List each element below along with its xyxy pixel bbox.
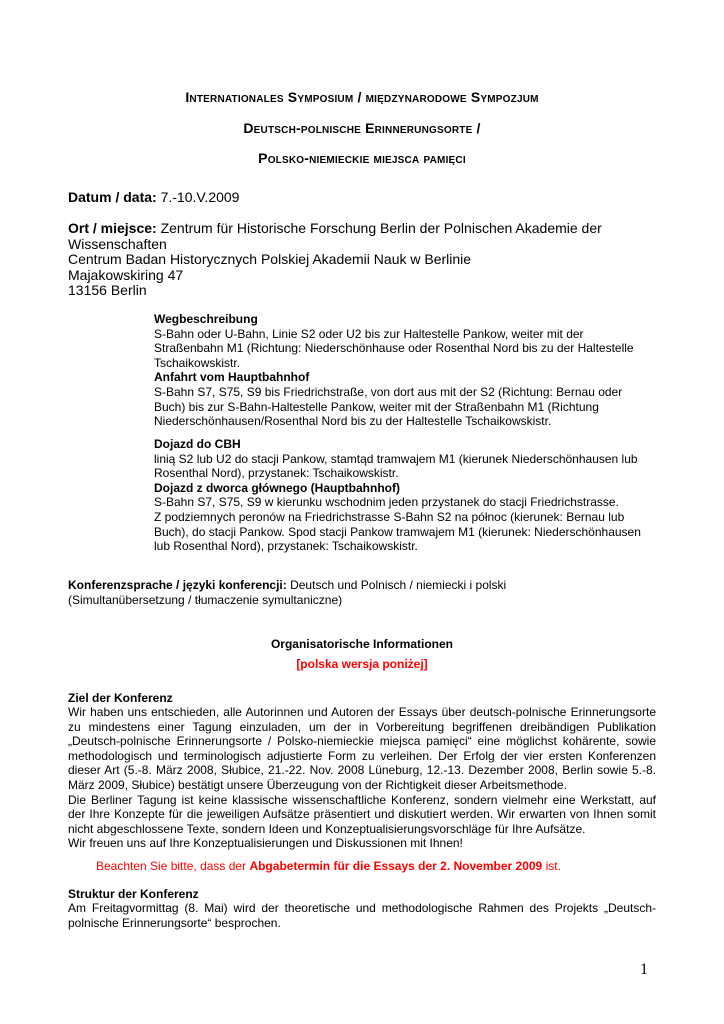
directions-pl xyxy=(154,437,664,554)
anfahrt-heading: Anfahrt vom Hauptbahnhof xyxy=(154,370,310,385)
weg-heading: Wegbeschreibung xyxy=(154,312,258,326)
datum-line xyxy=(68,190,239,206)
weg-line: Tschaikowskistr. xyxy=(154,355,241,370)
deadline-note-pre: Beachten Sie bitte, dass der xyxy=(96,859,250,873)
title-line-1: Internationales Symposium / międzynarodowe Sympozjum xyxy=(185,89,539,105)
ort-line-4: Majakowskiring 47 xyxy=(68,266,184,283)
dojazd-line: Rosenthal Nord), przystanek: Tschaikowskistr. xyxy=(154,466,399,481)
anfahrt-line: S-Bahn S7, S75, S9 bis Friedrichstraße, von dort aus mit der S2 (Richtung: Bernau oder xyxy=(154,384,623,399)
dojazd-line: linią S2 lub U2 do stacji Pankow, stamtąd tramwajem M1 (kierunek Niederschönhausen lub xyxy=(154,451,638,466)
page-number: 1 xyxy=(640,961,648,978)
dworzec-line: Buch), do stacji Pankow. Spod stacji Pankow tramwajem M1 (kierunek: Niederschönhausen xyxy=(154,524,641,539)
directions-de xyxy=(154,312,654,429)
struktur-heading: Struktur der Konferenz xyxy=(68,887,199,901)
weg-line: S-Bahn oder U-Bahn, Linie S2 oder U2 bis zur Haltestelle Pankow, weiter mit der xyxy=(154,326,584,341)
ziel-heading: Ziel der Konferenz xyxy=(68,691,173,705)
datum-value: 7.-10.V.2009 xyxy=(160,189,240,205)
weg-line: Straßenbahn M1 (Richtung: Niederschönhause oder Rosenthal Nord bis zu der Haltestelle xyxy=(154,341,634,356)
ort-line-3: Centrum Badan Historycznych Polskiej Akademii Nauk w Berlinie xyxy=(68,251,472,267)
sprache-label: Konferenzsprache / języki konferencji: xyxy=(68,578,287,592)
title-line-2: Deutsch-polnische Erinnerungsorte / xyxy=(243,120,481,136)
deadline-note xyxy=(96,859,561,874)
ort-label: Ort / miejsce: xyxy=(68,220,157,236)
ort-line-2: Wissenschaften xyxy=(68,235,167,252)
deadline-note-post: ist. xyxy=(542,859,561,873)
title-line-3: Polsko-niemieckie miejsca pamięci xyxy=(258,150,466,166)
ziel-body xyxy=(68,705,656,851)
dojazd-heading: Dojazd do CBH xyxy=(154,437,241,451)
anfahrt-line: Buch) bis zur S-Bahn-Haltestelle Pankow, weiter mit der Straßenbahn M1 (Richtung xyxy=(154,399,599,414)
dworzec-line: S-Bahn S7, S75, S9 w kierunku wschodnim jeden przystanek do stacji Friedrichstrasse. xyxy=(154,495,619,510)
ort-line-5: 13156 Berlin xyxy=(68,282,147,298)
sprache-block xyxy=(68,578,668,607)
ziel-para-1: Wir haben uns entschieden, alle Autorinnen und Autoren der Essays über deutsch-polnische Erinnerungsorte zu mindestens einer Tagung einzuladen, um der in Vorbereitung begriffenen dreibändigen Publikation „Deutsch-polnische Erinnerungsorte / Polsko-niemieckie miejsca pamięci“ eine möglichst kohärente, sowie methodologisch und terminologisch adjustierte Form zu verleihen. Der Erfolg der vier ersten Konferenzen dieser Art (5.-8. März 2008, Słubice, 21.-22. Nov. 2008 Lüneburg, 12.-13. Dezember 2008, Berlin sowie 5.-8. März 2009, Słubice) bestätigt unsere Überzeugung von der Richtigkeit dieser Arbeitsmethode. xyxy=(68,705,656,792)
ort-block xyxy=(68,221,668,299)
org-heading: Organisatorische Informationen xyxy=(270,637,454,651)
deadline-date: Abgabetermin für die Essays der 2. November 2009 xyxy=(249,859,543,873)
ort-line-1: Zentrum für Historische Forschung Berlin der Polnischen Akademie der xyxy=(160,220,602,236)
anfahrt-line: Niederschönhausen/Rosenthal Nord bis zu der Haltestelle Tschaikowskistr. xyxy=(154,414,552,429)
ziel-para-3: Wir freuen uns auf Ihre Konzeptualisierungen und Diskussionen mit Ihnen! xyxy=(68,836,463,851)
sprache-value: Deutsch und Polnisch / niemiecki i polski xyxy=(290,578,507,592)
datum-label: Datum / data: xyxy=(68,189,157,205)
dworzec-line: Z podziemnych peronów na Friedrichstrasse S-Bahn S2 na północ (kierunek: Bernau lub xyxy=(154,509,625,524)
dworzec-heading: Dojazd z dworca głównego (Hauptbahnhof) xyxy=(154,480,400,495)
dworzec-line: lub Rosenthal Nord), przystanek: Tschaikowskistr. xyxy=(154,539,418,554)
struktur-text: Am Freitagvormittag (8. Mai) wird der theoretische und methodologische Rahmen des Projekts „Deutsch-polnische Erinnerungsorte“ besprochen. xyxy=(68,901,656,930)
sprache-line-2: (Simultanübersetzung / tłumaczenie symultaniczne) xyxy=(68,592,343,607)
ziel-para-2: Die Berliner Tagung ist keine klassische wissenschaftliche Konferenz, sondern vielmehr eine Werkstatt, auf der Ihre Konzepte für die jeweiligen Aufsätze präsentiert und diskutiert werden. Wir erwarten von Ihnen somit nicht abgeschlossene Texte, sondern Ideen und Konzeptualisierungsvorschläge für Ihre Aufsätze. xyxy=(68,792,656,836)
polish-version-note: [polska wersja poniżej] xyxy=(296,657,428,671)
